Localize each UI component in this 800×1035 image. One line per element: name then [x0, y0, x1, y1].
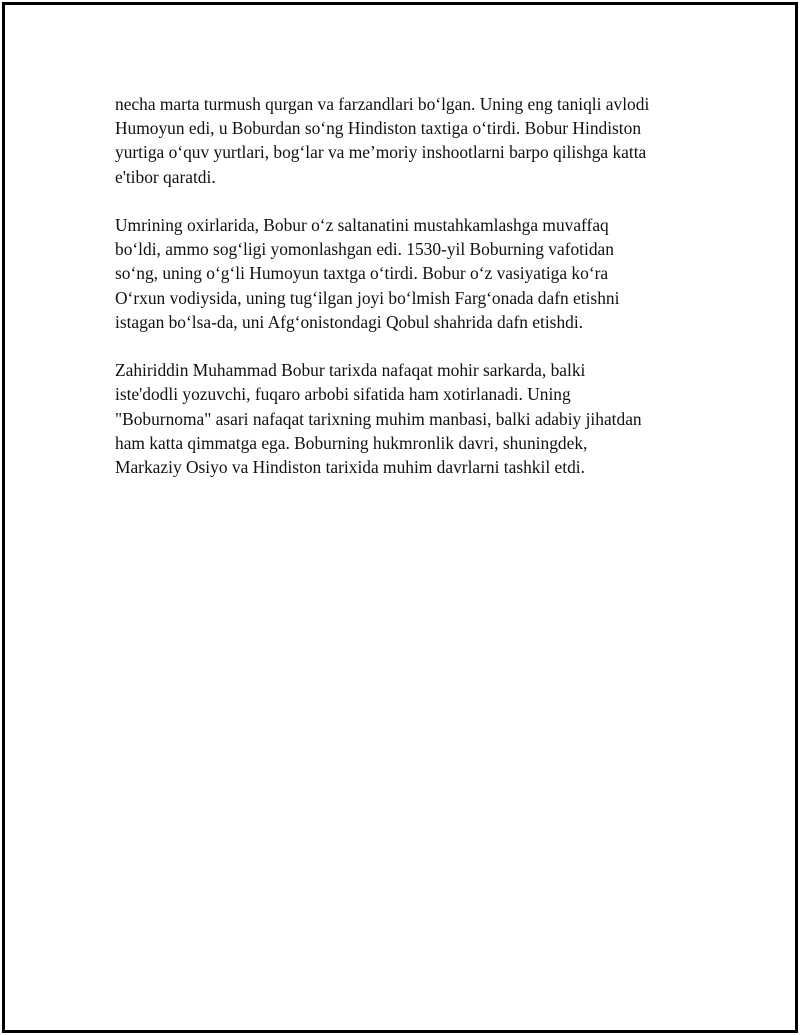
text-line: ham katta qimmatga ega. Boburning hukmronlik davri, shuningdek,: [115, 432, 588, 453]
text-line: Humoyun edi, u Boburdan soʻng Hindiston taxtiga oʻtirdi. Bobur Hindiston: [115, 118, 642, 139]
paragraph: [115, 358, 695, 479]
text-line: Umrining oxirlarida, Bobur oʻz saltanatini mustahkamlashga muvaffaq: [115, 215, 609, 235]
text-line: Zahiriddin Muhammad Bobur tarixda nafaqat mohir sarkarda, balki: [115, 360, 586, 381]
text-line: Oʻrxun vodiysida, uning tugʻilgan joyi boʻlmish Fargʻonada dafn etishni: [115, 287, 620, 308]
text-line: boʻldi, ammo sogʻligi yomonlashgan edi. 1530-yil Boburning vafotidan: [115, 239, 614, 260]
paragraph: [115, 92, 695, 189]
paragraph: [115, 213, 695, 334]
text-line: soʻng, uning oʻgʻli Humoyun taxtga oʻtirdi. Bobur oʻz vasiyatiga koʻra: [115, 263, 609, 284]
text-line: Markaziy Osiyo va Hindiston tarixida muhim davrlarni tashkil etdi.: [115, 457, 585, 478]
text-line: yurtiga oʻquv yurtlari, bogʻlar va me’moriy inshootlarni barpo qilishga katta: [115, 142, 647, 163]
text-line: e'tibor qaratdi.: [115, 166, 216, 187]
text-line: necha marta turmush qurgan va farzandlari boʻlgan. Uning eng taniqli avlodi: [115, 94, 650, 114]
text-line: istagan boʻlsa-da, uni Afgʻonistondagi Qobul shahrida dafn etishdi.: [115, 311, 584, 332]
text-line: iste'dodli yozuvchi, fuqaro arbobi sifatida ham xotirlanadi. Uning: [115, 384, 571, 405]
document-body: [115, 92, 695, 503]
text-line: "Boburnoma" asari nafaqat tarixning muhim manbasi, balki adabiy jihatdan: [115, 408, 642, 429]
